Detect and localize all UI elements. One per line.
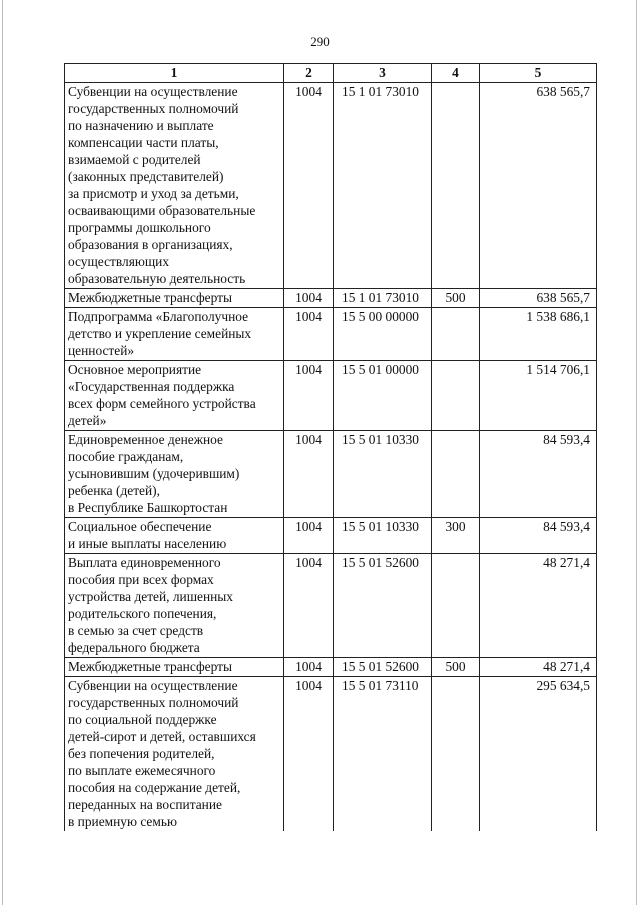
cell-section: 1004 [284, 83, 334, 289]
cell-name: Социальное обеспечение и иные выплаты населению [65, 518, 284, 554]
cell-name: Субвенции на осуществление государственных полномочий по социальной поддержке детей-сирот и детей, оставшихся без попечения родителей, по выплате ежемесячного пособия на содержание детей, переданных на воспитание в приемную семью [65, 677, 284, 832]
cell-sum: 638 565,7 [480, 289, 597, 308]
cell-code: 15 5 01 00000 [334, 361, 432, 431]
cell-type [432, 431, 480, 518]
table-row [65, 83, 597, 289]
cell-sum: 295 634,5 [480, 677, 597, 832]
cell-code: 15 5 00 00000 [334, 308, 432, 361]
cell-name: Выплата единовременного пособия при всех формах устройства детей, лишенных родительского попечения, в семью за счет средств федерального бюджета [65, 554, 284, 658]
header-col-2: 2 [284, 64, 334, 83]
page-number: 290 [310, 34, 330, 49]
table-body [65, 83, 597, 832]
table-row [65, 554, 597, 658]
cell-type [432, 361, 480, 431]
cell-type: 500 [432, 289, 480, 308]
table-row [65, 677, 597, 832]
cell-name: Межбюджетные трансферты [65, 658, 284, 677]
cell-name: Основное мероприятие «Государственная поддержка всех форм семейного устройства детей» [65, 361, 284, 431]
cell-section: 1004 [284, 361, 334, 431]
cell-sum: 48 271,4 [480, 554, 597, 658]
cell-code: 15 1 01 73010 [334, 289, 432, 308]
cell-code: 15 5 01 73110 [334, 677, 432, 832]
header-row [65, 64, 597, 83]
cell-code: 15 5 01 52600 [334, 658, 432, 677]
budget-table [64, 63, 597, 831]
table-row [65, 431, 597, 518]
table-row [65, 658, 597, 677]
cell-code: 15 1 01 73010 [334, 83, 432, 289]
cell-type: 300 [432, 518, 480, 554]
cell-sum: 1 538 686,1 [480, 308, 597, 361]
cell-code: 15 5 01 10330 [334, 431, 432, 518]
cell-type [432, 83, 480, 289]
cell-name: Субвенции на осуществление государственных полномочий по назначению и выплате компенсации части платы, взимаемой с родителей (законных представителей) за присмотр и уход за детьми, осваивающими образовательные программы дошкольного образования в организациях, осуществляющих образовательную деятельность [65, 83, 284, 289]
cell-name: Подпрограмма «Благополучное детство и укрепление семейных ценностей» [65, 308, 284, 361]
header-col-5: 5 [480, 64, 597, 83]
left-scan-edge [2, 0, 3, 905]
cell-section: 1004 [284, 308, 334, 361]
cell-type [432, 554, 480, 658]
header-col-1: 1 [65, 64, 284, 83]
cell-section: 1004 [284, 554, 334, 658]
table-row [65, 289, 597, 308]
cell-sum: 84 593,4 [480, 518, 597, 554]
table-row [65, 361, 597, 431]
cell-sum: 48 271,4 [480, 658, 597, 677]
cell-code: 15 5 01 10330 [334, 518, 432, 554]
right-scan-edge [636, 0, 637, 905]
cell-section: 1004 [284, 518, 334, 554]
cell-name: Межбюджетные трансферты [65, 289, 284, 308]
table-row [65, 308, 597, 361]
cell-name: Единовременное денежное пособие гражданам, усыновившим (удочерившим) ребенка (детей), в Республике Башкортостан [65, 431, 284, 518]
cell-code: 15 5 01 52600 [334, 554, 432, 658]
table-row [65, 518, 597, 554]
cell-sum: 638 565,7 [480, 83, 597, 289]
cell-section: 1004 [284, 431, 334, 518]
cell-section: 1004 [284, 677, 334, 832]
cell-sum: 84 593,4 [480, 431, 597, 518]
cell-sum: 1 514 706,1 [480, 361, 597, 431]
header-col-3: 3 [334, 64, 432, 83]
cell-type [432, 677, 480, 832]
cell-section: 1004 [284, 658, 334, 677]
header-col-4: 4 [432, 64, 480, 83]
cell-type: 500 [432, 658, 480, 677]
cell-section: 1004 [284, 289, 334, 308]
cell-type [432, 308, 480, 361]
